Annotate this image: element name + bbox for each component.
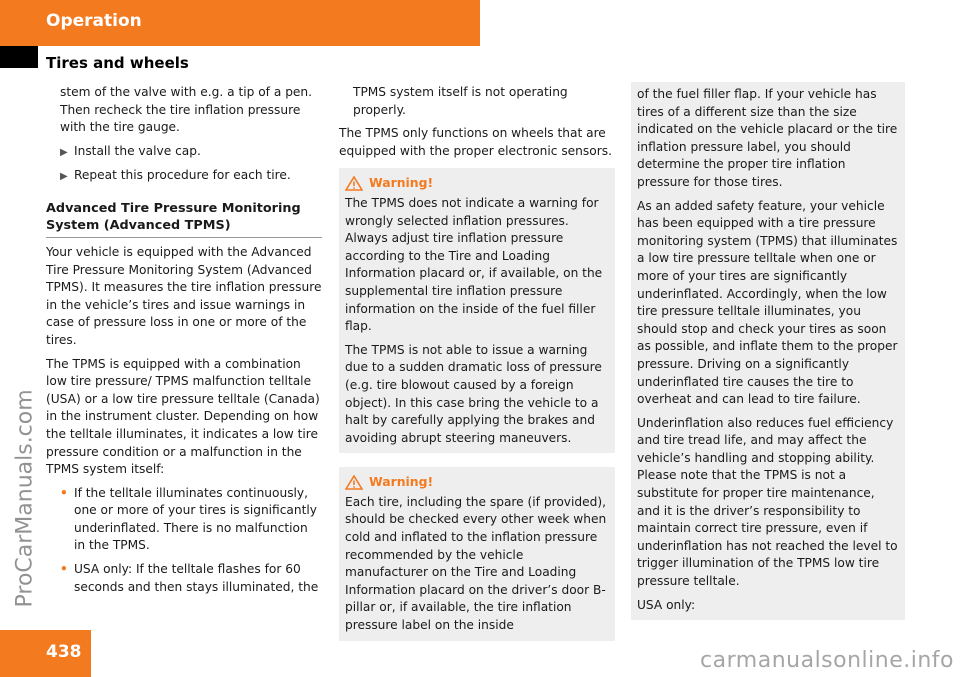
column-1	[46, 84, 322, 602]
bullet-icon: •	[60, 485, 68, 500]
warning-text: The TPMS is not able to issue a warning due to a sudden dramatic loss of pressure (e.g. tire blowout caused by a foreign object). In this case bring the vehicle to a halt by carefully applying the brakes and avoiding abrupt steering maneuvers.	[345, 342, 602, 445]
list-item	[46, 485, 322, 555]
bullet-icon: •	[60, 562, 68, 577]
paragraph: As an added safety feature, your vehicle has been equipped with a tire pressure monitoring system (TPMS) that illuminates a low tire pressure telltale when one or more of your tires are significantly underinflated. Accordingly, when the low tire pressure telltale illuminates, you should stop and check your tires as soon as possible, and inflate them to the proper pressure. Driving on a significantly underinflated tire causes the tire to overheat and can lead to tire failure.	[637, 198, 898, 407]
step-item	[46, 143, 322, 162]
column-2	[339, 84, 615, 641]
paragraph: Your vehicle is equipped with the Advanced Tire Pressure Monitoring System (Advanced TPMS). It measures the tire inflation pressure in the vehicle’s tires and issue warnings in case of pressure loss in one or more of the tires.	[46, 244, 322, 347]
warning-triangle-icon	[345, 176, 363, 191]
bottom-watermark: carmanualsonline.info	[700, 648, 954, 673]
paragraph: The TPMS is equipped with a combination low tire pressure/ TPMS malfunction telltale (USA) or a low tire pressure telltale (Canada) in the instrument cluster. Depending on how the telltale illuminates, it indicates a low tire pressure condition or a malfunction in the TPMS system itself:	[46, 356, 320, 477]
continued-text: TPMS system itself is not operating properly.	[353, 85, 568, 117]
list-item	[46, 561, 322, 596]
warning-title: Warning!	[369, 175, 434, 191]
warning-header	[345, 174, 609, 192]
warning-title: Warning!	[369, 474, 434, 490]
section-heading: Advanced Tire Pressure Monitoring System (Advanced TPMS)	[46, 200, 322, 238]
warning-text: Each tire, including the spare (if provided), should be checked every other week when cold and inflated to the inflation pressure recommended by the vehicle manufacturer on the Tire and Loading Information placard on the driver’s door B-pillar or, if available, the tire inflation pressure label on the inside	[345, 494, 607, 633]
warning-box	[339, 467, 615, 640]
list-item-text: USA only: If the telltale flashes for 60 seconds and then stays illuminated, the	[74, 562, 319, 594]
paragraph: The TPMS only functions on wheels that are equipped with the proper electronic sensors.	[339, 126, 612, 158]
warning-triangle-icon	[345, 475, 363, 490]
paragraph: Underinflation also reduces fuel efficiency and tire tread life, and may affect the vehicle’s handling and stopping ability. Please note that the TPMS is not a substitute for proper tire maintenance, and it is the driver’s responsibility to maintain correct tire pressure, even if underinflation has not reached the level to trigger illumination of the TPMS low tire pressure telltale.	[637, 415, 898, 589]
warning-text: The TPMS does not indicate a warning for wrongly selected inflation pressures. Always adjust tire inflation pressure according to the Tire and Loading Information placard or, if available, on the supplemental tire inflation pressure information on the inside of the fuel filler flap.	[345, 195, 603, 334]
page-number: 438	[46, 642, 82, 662]
list-item-text: If the telltale illuminates continuously, one or more of your tires is significantly underinflated. There is no malfunction in the TPMS.	[74, 485, 318, 553]
paragraph: USA only:	[637, 597, 696, 612]
side-watermark	[0, 0, 38, 677]
warning-box	[339, 168, 615, 453]
section-title: Operation	[46, 11, 142, 31]
watermark-text: ProCarManuals.com	[12, 389, 38, 608]
step-text: Install the valve cap.	[74, 143, 201, 158]
step-item	[46, 167, 322, 186]
section-header-bar	[0, 0, 480, 46]
arrow-right-icon: ▶	[60, 146, 68, 158]
intro-text: stem of the valve with e.g. a tip of a pen. Then recheck the tire inflation pressure with the tire gauge.	[60, 85, 313, 135]
warning-continuation-box	[631, 82, 905, 620]
column-3	[631, 82, 905, 620]
arrow-right-icon: ▶	[60, 171, 68, 183]
paragraph: of the fuel filler flap. If your vehicle has tires of a different size than the size indicated on the vehicle placard or the tire inflation pressure label, you should determine the proper tire inflation pressure for those tires.	[637, 87, 898, 189]
warning-header	[345, 473, 609, 491]
subsection-title: Tires and wheels	[46, 54, 189, 72]
step-text: Repeat this procedure for each tire.	[74, 168, 291, 183]
